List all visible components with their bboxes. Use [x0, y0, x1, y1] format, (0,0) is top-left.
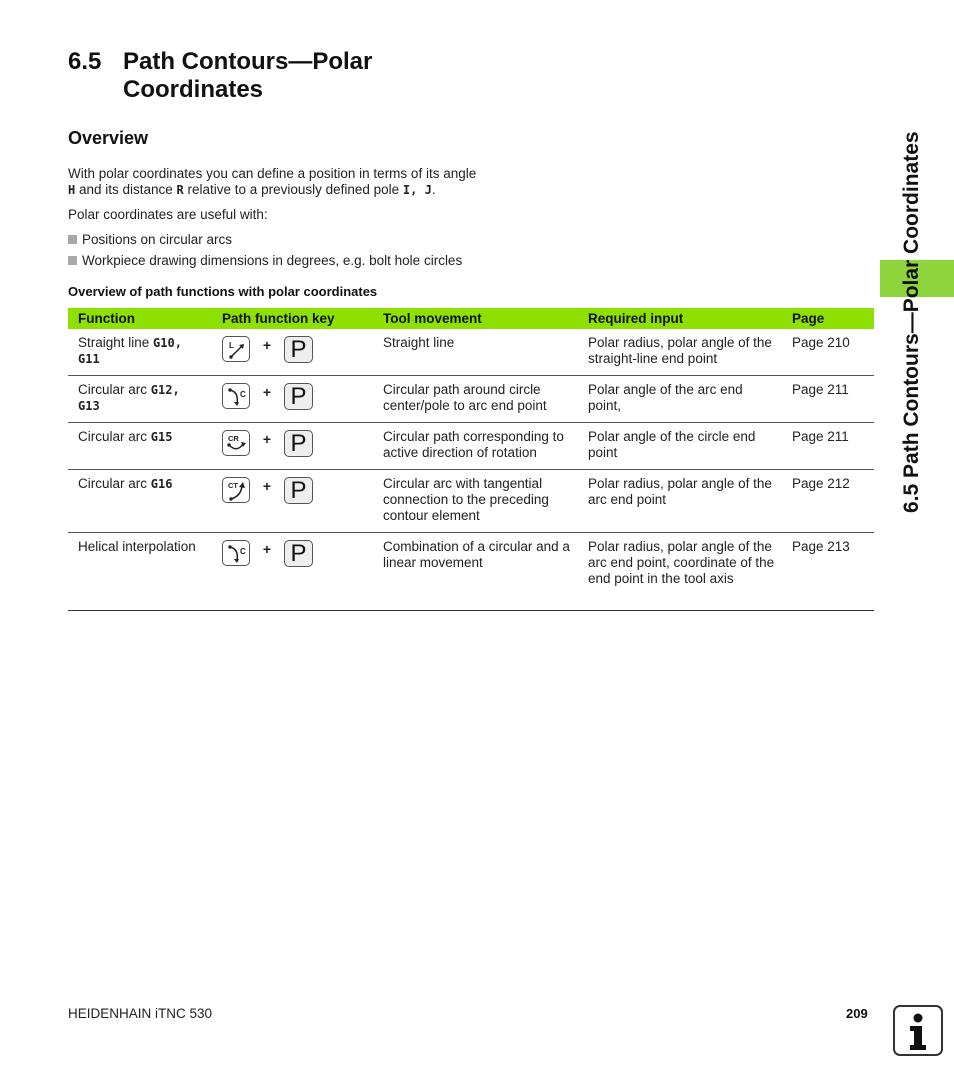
input-cell: Polar angle of the circle end point	[578, 423, 782, 470]
key-letter: L	[229, 341, 234, 350]
key-letter: CR	[228, 434, 239, 443]
section-number: 6.5	[68, 48, 102, 75]
movement-cell: Straight line	[373, 329, 578, 376]
table-row	[68, 423, 874, 470]
key-cell	[212, 533, 373, 611]
intro-paragraph: With polar coordinates you can define a position in terms of its angle H and its distance R relative to a previously defined pole I, J.	[68, 166, 477, 197]
key-letter: C	[240, 547, 246, 556]
info-icon	[893, 1005, 943, 1056]
polar-p-key-icon: P	[284, 540, 313, 567]
plus-sign: +	[262, 337, 272, 353]
bullet-item: Workpiece drawing dimensions in degrees, e.g. bolt hole circles	[68, 253, 462, 268]
circle-key-icon	[222, 540, 250, 566]
circle-tangential-key-icon	[222, 477, 250, 503]
function-cell: Circular arc G16	[68, 470, 212, 533]
table-caption: Overview of path functions with polar coordinates	[68, 284, 378, 299]
input-cell: Polar radius, polar angle of the arc end point, coordinate of the end point in the tool axis	[578, 533, 782, 611]
code-h: H	[68, 183, 76, 197]
key-letter: C	[240, 390, 246, 399]
header-tool-movement: Tool movement	[373, 308, 578, 329]
circle-radius-key-icon	[222, 430, 250, 456]
page-cell: Page 211	[782, 376, 874, 423]
overview-heading: Overview	[68, 128, 149, 148]
page-cell: Page 213	[782, 533, 874, 611]
input-cell: Polar radius, polar angle of the straight-line end point	[578, 329, 782, 376]
polar-p-key-icon: P	[284, 336, 313, 363]
key-cell	[212, 423, 373, 470]
code-r: R	[176, 183, 184, 197]
page-number: 209	[846, 1006, 868, 1021]
useful-paragraph: Polar coordinates are useful with:	[68, 207, 268, 222]
bullet-square-icon	[68, 256, 77, 265]
table-row	[68, 376, 874, 423]
movement-cell: Circular path around circle center/pole to arc end point	[373, 376, 578, 423]
key-cell	[212, 329, 373, 376]
plus-sign: +	[262, 384, 272, 400]
function-cell: Straight line G10, G11	[68, 329, 212, 376]
bullet-item: Positions on circular arcs	[68, 232, 232, 247]
chapter-side-label: 6.5 Path Contours—Polar Coordinates	[900, 131, 923, 513]
header-required-input: Required input	[578, 308, 782, 329]
line-key-icon	[222, 336, 250, 362]
bullet-square-icon	[68, 235, 77, 244]
movement-cell: Circular path corresponding to active direction of rotation	[373, 423, 578, 470]
function-cell: Circular arc G12, G13	[68, 376, 212, 423]
function-cell: Circular arc G15	[68, 423, 212, 470]
page-cell: Page 212	[782, 470, 874, 533]
page-cell: Page 210	[782, 329, 874, 376]
plus-sign: +	[262, 431, 272, 447]
table-row	[68, 329, 874, 376]
code-ij: I, J	[402, 183, 432, 197]
key-cell	[212, 376, 373, 423]
key-cell	[212, 470, 373, 533]
polar-p-key-icon: P	[284, 383, 313, 410]
input-cell: Polar radius, polar angle of the arc end point	[578, 470, 782, 533]
polar-p-key-icon: P	[284, 430, 313, 457]
key-letter: CT	[228, 481, 238, 490]
table-row	[68, 470, 874, 533]
plus-sign: +	[262, 478, 272, 494]
table-row	[68, 533, 874, 611]
input-cell: Polar angle of the arc end point,	[578, 376, 782, 423]
polar-p-key-icon: P	[284, 477, 313, 504]
plus-sign: +	[262, 541, 272, 557]
page-cell: Page 211	[782, 423, 874, 470]
header-function: Function	[68, 308, 212, 329]
header-path-function-key: Path function key	[212, 308, 373, 329]
header-page: Page	[782, 308, 874, 329]
movement-cell: Combination of a circular and a linear movement	[373, 533, 578, 611]
section-title: Path Contours—Polar Coordinates	[123, 48, 373, 103]
circle-key-icon	[222, 383, 250, 409]
table-header-row	[68, 308, 874, 329]
movement-cell: Circular arc with tangential connection to the preceding contour element	[373, 470, 578, 533]
path-functions-table	[68, 308, 874, 611]
function-cell: Helical interpolation	[68, 533, 212, 611]
footer-product: HEIDENHAIN iTNC 530	[68, 1006, 213, 1021]
